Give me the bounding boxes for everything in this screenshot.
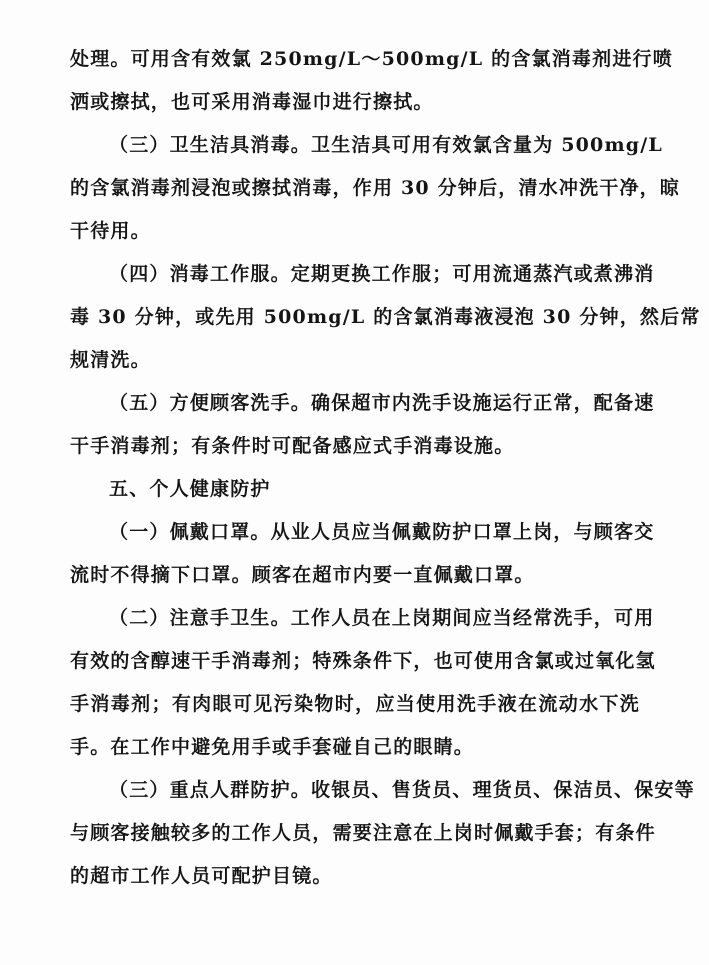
text-line-6: （四）消毒工作服。定期更换工作服；可用流通蒸汽或煮沸消 — [109, 263, 655, 285]
section-heading: 五、个人健康防护 — [109, 478, 271, 500]
text-line-7: 毒 30 分钟，或先用 500mg/L 的含氯消毒液浸泡 30 分钟，然后常 — [70, 306, 701, 328]
text-line-10: 干手消毒剂；有条件时可配备感应式手消毒设施。 — [70, 435, 515, 457]
text-line-13: 流时不得摘下口罩。顾客在超市内要一直佩戴口罩。 — [70, 564, 535, 586]
text-line-20: 的超市工作人员可配护目镜。 — [70, 865, 333, 887]
text-line-16: 手消毒剂；有肉眼可见污染物时，应当使用洗手液在流动水下洗 — [70, 693, 640, 715]
text-line-5: 干待用。 — [70, 220, 151, 242]
text-line-3: （三）卫生洁具消毒。卫生洁具可用有效氯含量为 500mg/L — [109, 134, 663, 156]
text-line-15: 有效的含醇速干手消毒剂；特殊条件下，也可使用含氯或过氧化氢 — [70, 650, 656, 672]
text-line-1: 处理。可用含有效氯 250mg/L～500mg/L 的含氯消毒剂进行喷 — [70, 48, 673, 70]
text-line-14: （二）注意手卫生。工作人员在上岗期间应当经常洗手，可用 — [109, 607, 655, 629]
text-line-18: （三）重点人群防护。收银员、售货员、理货员、保洁员、保安等 — [109, 779, 695, 801]
text-line-17: 手。在工作中避免用手或手套碰自己的眼睛。 — [70, 736, 475, 758]
text-line-2: 洒或擦拭，也可采用消毒湿巾进行擦拭。 — [70, 91, 434, 113]
text-line-4: 的含氯消毒剂浸泡或擦拭消毒，作用 30 分钟后，清水冲洗干净，晾 — [70, 177, 681, 199]
text-line-19: 与顾客接触较多的工作人员，需要注意在上岗时佩戴手套；有条件 — [70, 822, 656, 844]
text-line-8: 规清洗。 — [70, 349, 151, 371]
text-line-9: （五）方便顾客洗手。确保超市内洗手设施运行正常，配备速 — [109, 392, 655, 414]
text-line-12: （一）佩戴口罩。从业人员应当佩戴防护口罩上岗，与顾客交 — [109, 521, 655, 543]
